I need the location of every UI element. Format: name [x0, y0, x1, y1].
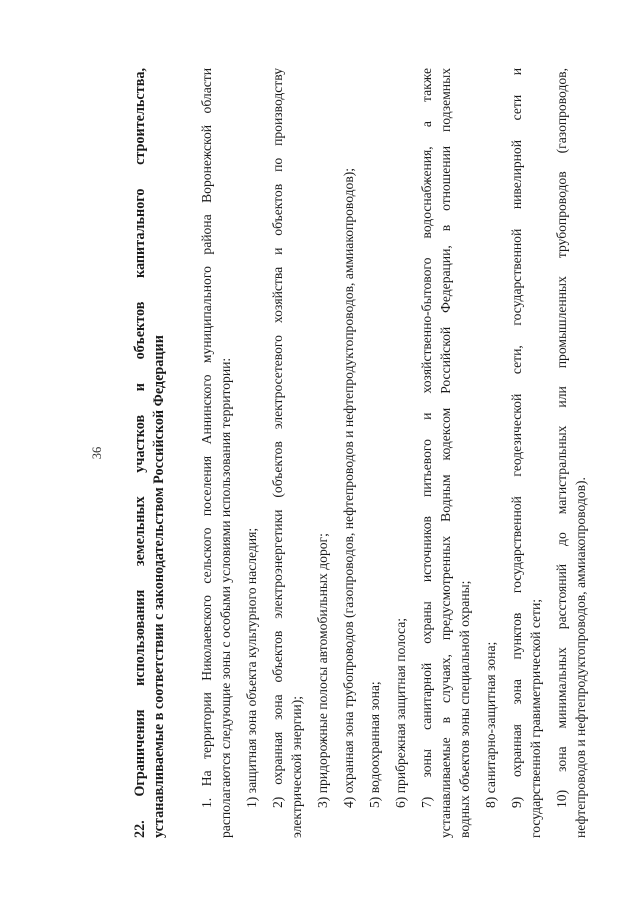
list-item: 9) охранная зона пунктов государственной геодезической сети, государственной нивелирной сети и [509, 68, 524, 808]
page-number: 36 [90, 446, 104, 460]
list-item: 1) защитная зона объекта культурного наследия; [244, 527, 259, 808]
list-item: 2) охранная зона объектов электроэнергетики (объектов электросетевого хозяйства и объектов по производству [270, 68, 285, 808]
list-item: 5) водоохранная зона; [367, 681, 382, 808]
list-item-continuation: электрической энергии); [289, 695, 304, 838]
list-item: 7) зоны санитарной охраны источников питьевого и хозяйственно-бытового водоснабжения, а также [419, 68, 434, 808]
section-heading-line-1: 22. Ограничения использования земельных участков и объектов капитального строительства, [132, 68, 148, 838]
paragraph-line: 1. На территории Николаевского сельского поселения Аннинского муниципального района Воронежской области [199, 68, 214, 808]
rotated-document-page [85, 68, 588, 838]
paragraph-line: располагаются следующие зоны с особыми условиями использования территории: [218, 357, 233, 838]
list-item-continuation: водных объектов зоны специальной охраны; [457, 580, 472, 838]
section-heading-line-2: устанавливаемые в соответствии с законодательством Российской Федерации [151, 335, 167, 838]
list-item: 6) прибрежная защитная полоса; [393, 617, 408, 808]
list-item: 4) охранная зона трубопроводов (газопроводов, нефтепроводов и нефтепродуктопроводов, аммиакопроводов); [341, 167, 356, 808]
list-item-continuation: нефтепроводов и нефтепродуктопроводов, аммиакопроводов). [573, 477, 588, 838]
list-item: 10) зона минимальных расстояний до магистральных или промышленных трубопроводов (газопроводов, [554, 68, 569, 808]
list-item-continuation: государственной гравиметрической сети; [528, 598, 543, 838]
list-item: 8) санитарно-защитная зона; [483, 641, 498, 808]
list-item-continuation: устанавливаемые в случаях, предусмотренных Водным кодексом Российской Федерации, в отношении подземных [438, 68, 453, 838]
list-item: 3) придорожные полосы автомобильных дорог; [315, 533, 330, 808]
